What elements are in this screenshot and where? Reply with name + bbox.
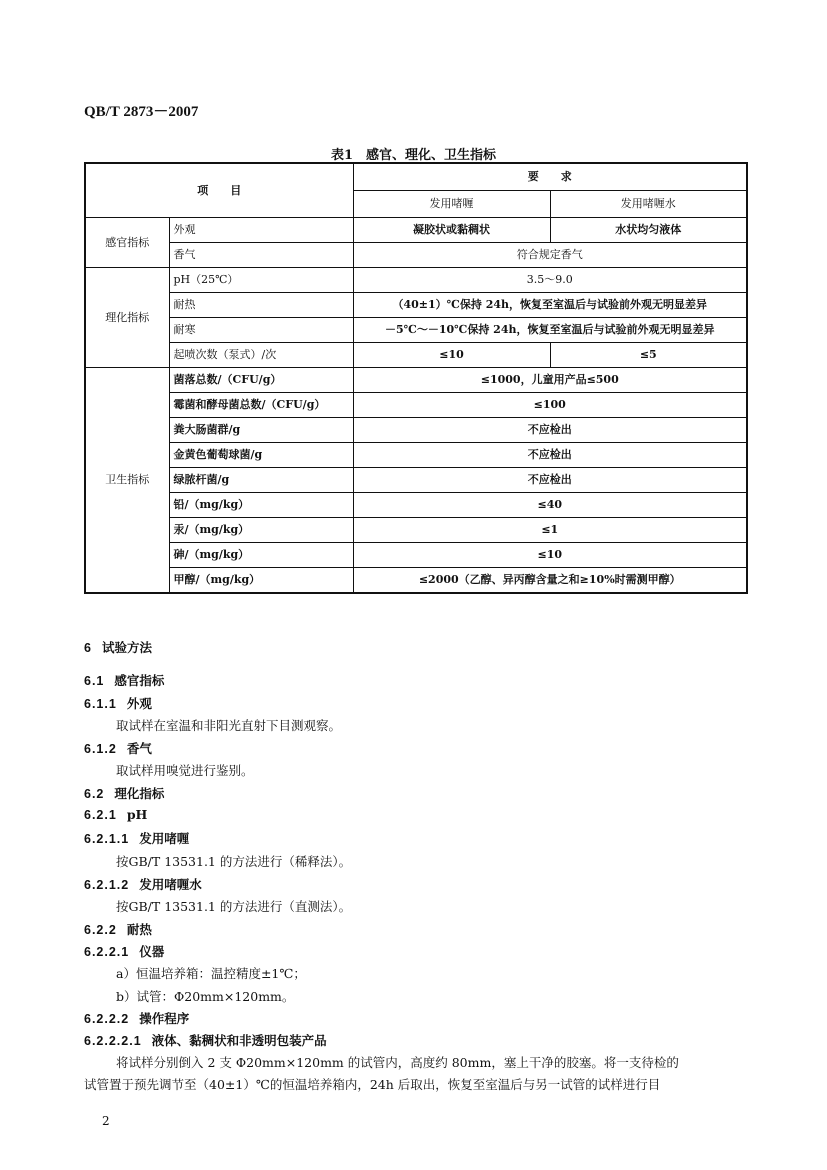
table-row	[85, 443, 747, 468]
row-value: ≤10	[353, 343, 550, 368]
heading-6-2-1-2	[84, 875, 202, 893]
paragraph: 按GB/T 13531.1 的方法进行（稀释法）。	[116, 854, 352, 869]
row-value: ≤1000，儿童用产品≤500	[353, 368, 747, 393]
row-value: 3.5～9.0	[353, 268, 747, 293]
heading-6-2-2-2-1	[84, 1031, 327, 1049]
section-number: 6.2	[84, 787, 105, 801]
row-item: 菌落总数/（CFU/g）	[169, 368, 353, 393]
row-value: ≤10	[353, 543, 747, 568]
section-title: pH	[126, 807, 148, 822]
row-value: 不应检出	[353, 443, 747, 468]
spec-table	[84, 162, 748, 594]
row-item: 汞/（mg/kg）	[169, 518, 353, 543]
row-item: 香气	[169, 243, 353, 268]
row-value: ≤100	[353, 393, 747, 418]
row-item: 霉菌和酵母菌总数/（CFU/g）	[169, 393, 353, 418]
row-item: 金黄色葡萄球菌/g	[169, 443, 353, 468]
paragraph: 按GB/T 13531.1 的方法进行（直测法）。	[116, 899, 352, 914]
row-value: ≤5	[550, 343, 747, 368]
paragraph: 试管置于预先调节至（40±1）℃的恒温培养箱内，24h 后取出，恢复至室温后与另一试管的试样进行目	[84, 1077, 661, 1092]
row-value: ≤40	[353, 493, 747, 518]
row-item: 粪大肠菌群/g	[169, 418, 353, 443]
row-item: 耐寒	[169, 318, 353, 343]
section-title: 液体、黏稠状和非透明包装产品	[151, 1033, 327, 1048]
heading-6-2	[84, 784, 164, 802]
heading-6-1-1	[84, 694, 152, 712]
section-number: 6.1.1	[84, 697, 117, 711]
heading-6-1	[84, 671, 164, 689]
table-row	[85, 163, 747, 191]
section-title: 发用啫喱水	[139, 877, 202, 892]
table-row	[85, 368, 747, 393]
table-row	[85, 268, 747, 293]
heading-6-2-1-1	[84, 829, 189, 847]
list-item: a）恒温培养箱：温控精度±1℃；	[116, 966, 306, 981]
row-value: （40±1）℃保持 24h，恢复至室温后与试验前外观无明显差异	[353, 293, 747, 318]
heading-6-1-2	[84, 739, 152, 757]
row-value: 不应检出	[353, 418, 747, 443]
section-title: 感官指标	[114, 673, 165, 688]
section-title: 操作程序	[139, 1011, 190, 1026]
table-row	[85, 218, 747, 243]
row-value: －5℃～－10℃保持 24h，恢复至室温后与试验前外观无明显差异	[353, 318, 747, 343]
table-row	[85, 493, 747, 518]
paragraph: 将试样分别倒入 2 支 Φ20mm×120mm 的试管内，高度约 80mm，塞上干净的胶塞。将一支待检的	[116, 1055, 679, 1070]
group-physchem: 理化指标	[85, 268, 169, 368]
list-item: b）试管：Φ20mm×120mm。	[116, 989, 295, 1004]
row-value: ≤1	[353, 518, 747, 543]
group-sensory: 感官指标	[85, 218, 169, 268]
section-title: 发用啫喱	[139, 831, 190, 846]
section-title: 外观	[126, 696, 152, 711]
row-value: ≤2000（乙醇、异丙醇含量之和≥10%时需测甲醇）	[353, 568, 747, 594]
row-item: 砷/（mg/kg）	[169, 543, 353, 568]
row-item: 外观	[169, 218, 353, 243]
paragraph: 取试样在室温和非阳光直射下目测观察。	[116, 718, 342, 733]
page-number: 2	[102, 1114, 110, 1128]
heading-6-2-2-1	[84, 942, 164, 960]
section-number: 6.2.1	[84, 808, 117, 822]
section-number: 6	[84, 641, 92, 655]
row-item: 起喷次数（泵式）/次	[169, 343, 353, 368]
standard-code-header: QB/T 2873－2007	[84, 104, 199, 120]
head-col-water: 发用啫喱水	[550, 191, 747, 218]
table-caption: 表1 感官、理化、卫生指标	[330, 148, 497, 163]
row-value: 不应检出	[353, 468, 747, 493]
table-row	[85, 518, 747, 543]
table-row	[85, 318, 747, 343]
section-number: 6.2.2.2	[84, 1012, 130, 1026]
section-title: 仪器	[139, 944, 165, 959]
row-item: 耐热	[169, 293, 353, 318]
heading-6-2-1	[84, 807, 147, 822]
row-item: 甲醇/（mg/kg）	[169, 568, 353, 594]
section-number: 6.2.2.1	[84, 945, 130, 959]
row-item: pH（25℃）	[169, 268, 353, 293]
table-row	[85, 418, 747, 443]
table-row	[85, 393, 747, 418]
row-value: 凝胶状或黏稠状	[353, 218, 550, 243]
table-row	[85, 468, 747, 493]
section-title: 香气	[126, 741, 152, 756]
section-number: 6.2.1.1	[84, 832, 130, 846]
section-number: 6.1.2	[84, 742, 117, 756]
section-number: 6.1	[84, 674, 105, 688]
section-number: 6.2.2.2.1	[84, 1034, 142, 1048]
section-title: 理化指标	[114, 786, 165, 801]
group-hygiene: 卫生指标	[85, 368, 169, 594]
head-col-gel: 发用啫喱	[353, 191, 550, 218]
row-item: 铅/（mg/kg）	[169, 493, 353, 518]
table-row	[85, 293, 747, 318]
head-item: 项 目	[85, 163, 353, 218]
heading-6	[84, 638, 152, 656]
row-value: 符合规定香气	[353, 243, 747, 268]
head-requirement: 要 求	[353, 163, 747, 191]
section-title: 试验方法	[101, 640, 152, 655]
heading-6-2-2-2	[84, 1009, 189, 1027]
row-item: 绿脓杆菌/g	[169, 468, 353, 493]
table-row	[85, 543, 747, 568]
row-value: 水状均匀液体	[550, 218, 747, 243]
paragraph: 取试样用嗅觉进行鉴别。	[116, 763, 254, 778]
section-number: 6.2.2	[84, 923, 117, 937]
table-row	[85, 568, 747, 594]
heading-6-2-2	[84, 920, 152, 938]
table-row	[85, 243, 747, 268]
table-row	[85, 343, 747, 368]
section-title: 耐热	[126, 922, 152, 937]
section-number: 6.2.1.2	[84, 878, 130, 892]
